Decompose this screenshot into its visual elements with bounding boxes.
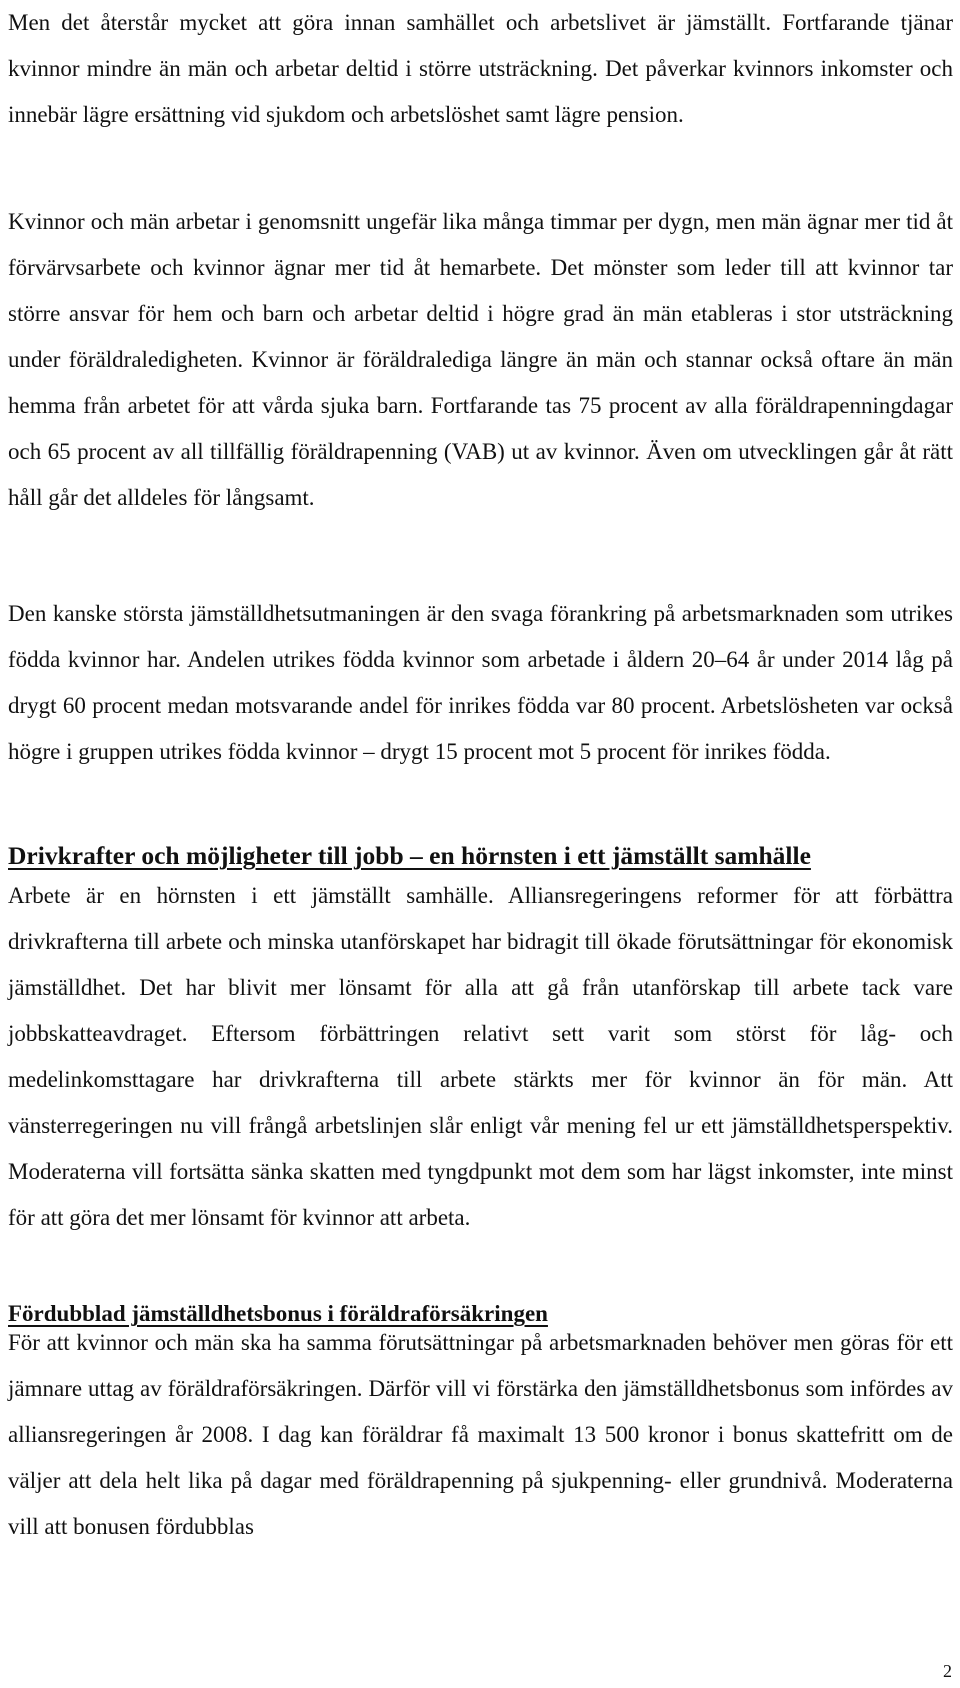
paragraph-equality-bonus: För att kvinnor och män ska ha samma förutsättningar på arbetsmarknaden behöver men göras för ett jämnare uttag av föräldraförsäkringen. Därför vill vi förstärka den jämställdhetsbonus som infördes av alliansregeringen år 2008. I dag kan föräldrar få maximalt 13 500 kronor i bonus skattefritt om de väljer att dela helt lika på dagar med föräldrapenning på sjukpenning- eller grundnivå. Moderaterna vill att bonusen fördubblas bbox=[8, 1330, 953, 1539]
heading-drivkrafter: Drivkrafter och möjligheter till jobb – en hörnsten i ett jämställt samhälle bbox=[8, 841, 811, 870]
paragraph-time-use: Kvinnor och män arbetar i genomsnitt ungefär lika många timmar per dygn, men män ägnar mer tid åt förvärvsarbete och kvinnor ägnar mer tid åt hemarbete. Det mönster som leder till att kvinnor tar större ansvar för hem och barn och arbetar deltid i högre grad än män etableras i stor utsträckning under föräldraledigheten. Kvinnor är föräldralediga längre än män och stannar också oftare än män hemma från arbetet för att vårda sjuka barn. Fortfarande tas 75 procent av alla föräldrapenningdagar och 65 procent av all tillfällig föräldrapenning (VAB) ut av kvinnor. Även om utvecklingen går åt rätt håll går det alldeles för långsamt. bbox=[8, 209, 953, 510]
paragraph-gender-gap: Men det återstår mycket att göra innan samhället och arbetslivet är jämställt. Fortfarande tjänar kvinnor mindre än män och arbetar deltid i större utsträckning. Det påverkar kvinnors inkomster och innebär lägre ersättning vid sjukdom och arbetslöshet samt lägre pension. bbox=[8, 10, 953, 127]
paragraph-work-incentives: Arbete är en hörnsten i ett jämställt samhälle. Alliansregeringens reformer för att förbättra drivkrafterna till arbete och minska utanförskapet har bidragit till ökade förutsättningar för ekonomisk jämställdhet. Det har blivit mer lönsamt för alla att gå från utanförskap till arbete tack vare jobbskatteavdraget. Eftersom förbättringen relativt sett varit som störst för låg- och medelinkomsttagare har drivkrafterna till arbete stärkts mer för kvinnor än för män. Att vänsterregeringen nu vill frångå arbetslinjen slår enligt vår mening fel ur ett jämställdhetsperspektiv. Moderaterna vill fortsätta sänka skatten med tyngdpunkt mot dem som har lägst inkomster, inte minst för att göra det mer lönsamt för kvinnor att arbeta. bbox=[8, 883, 953, 1230]
paragraph-foreign-born-women: Den kanske största jämställdhetsutmaningen är den svaga förankring på arbetsmarknaden som utrikes födda kvinnor har. Andelen utrikes födda kvinnor som arbetade i åldern 20–64 år under 2014 låg på drygt 60 procent medan motsvarande andel för inrikes födda var 80 procent. Arbetslösheten var också högre i gruppen utrikes födda kvinnor – drygt 15 procent mot 5 procent för inrikes födda. bbox=[8, 601, 953, 764]
page-number: 2 bbox=[943, 1661, 952, 1681]
heading-equality-bonus: Fördubblad jämställdhetsbonus i föräldraförsäkringen bbox=[8, 1301, 548, 1326]
